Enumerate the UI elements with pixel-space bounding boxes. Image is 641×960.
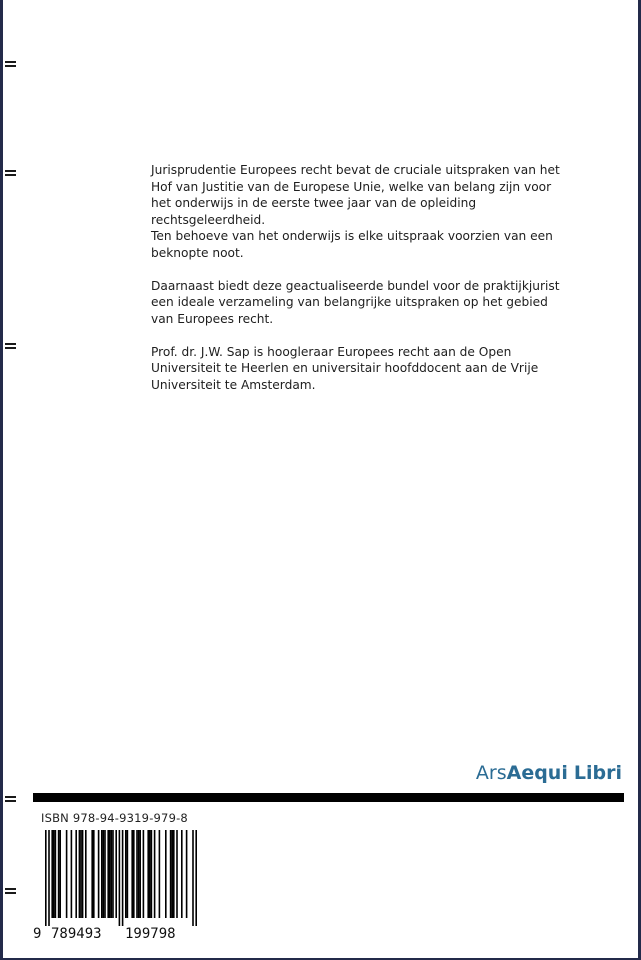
barcode-bar: [91, 830, 93, 918]
barcode-bar: [176, 830, 178, 918]
barcode-bar: [109, 830, 111, 918]
divider-bar: [33, 793, 624, 802]
barcode-digits-right: 199798: [125, 926, 176, 942]
blurb-line: Universiteit te Amsterdam.: [151, 377, 316, 392]
barcode-bar: [115, 830, 117, 918]
barcode-bar: [71, 830, 73, 918]
barcode-bar: [149, 830, 151, 918]
barcode-bar: [55, 830, 57, 918]
barcode-bar: [143, 830, 145, 918]
blurb-paragraph-2: [151, 278, 601, 328]
barcode-bar: [138, 830, 140, 918]
barcode-bar: [127, 830, 129, 918]
barcode-bar: [122, 830, 124, 926]
margin-tick-mark: [5, 170, 16, 176]
barcode-bar: [139, 830, 141, 918]
barcode-bar: [173, 830, 175, 918]
barcode-bar: [131, 830, 133, 918]
barcode-bar: [48, 830, 50, 926]
barcode-bar: [101, 830, 103, 918]
barcode-bar: [133, 830, 135, 918]
barcode-bar: [111, 830, 113, 918]
barcode-bar: [136, 830, 138, 918]
barcode-bar: [119, 830, 121, 926]
barcode-bar: [165, 830, 167, 918]
margin-tick-mark: [5, 796, 16, 802]
barcode-bar: [59, 830, 61, 918]
blurb-text: [151, 162, 601, 410]
barcode-bar: [79, 830, 81, 918]
barcode-bar: [103, 830, 105, 918]
margin-tick-mark: [5, 61, 16, 67]
barcode-bar: [104, 830, 106, 918]
margin-tick-mark: [5, 888, 16, 894]
barcode-bar: [85, 830, 87, 918]
barcode-bar: [53, 830, 55, 918]
barcode-bar: [51, 830, 53, 918]
barcode-bar: [125, 830, 127, 918]
blurb-line: het onderwijs in de eerste twee jaar van de opleiding: [151, 196, 477, 210]
barcode-bar: [159, 830, 161, 918]
barcode-bar: [58, 830, 60, 918]
blurb-line: Jurisprudentie Europees recht bevat de cruciale uitspraken van het: [151, 163, 560, 177]
blurb-line: rechtsgeleerdheid.: [151, 212, 266, 227]
barcode-bar: [112, 830, 114, 918]
isbn-label: ISBN 978-94-9319-979-8: [41, 811, 188, 825]
blurb-line: Universiteit te Heerlen en universitair hoofddocent aan de Vrije: [151, 361, 539, 375]
barcode-digit-prefix: 9: [33, 926, 42, 942]
blurb-line: van Europees recht.: [151, 311, 274, 326]
blurb-paragraph-1: [151, 162, 601, 261]
blurb-line: Daarnaast biedt deze geactualiseerde bundel voor de praktijkjurist: [151, 278, 560, 293]
barcode-icon: [41, 830, 201, 928]
blurb-line: Prof. dr. J.W. Sap is hoogleraar Europees recht aan de Open: [151, 344, 512, 359]
barcode-bar: [82, 830, 84, 918]
barcode-bar: [147, 830, 149, 918]
barcode-bar: [45, 830, 47, 926]
barcode-digits-left: 789493: [51, 926, 102, 942]
barcode-bar: [186, 830, 188, 918]
publisher-logo-aequi: Aequi: [506, 762, 568, 784]
barcode-bar: [107, 830, 109, 918]
blurb-line: Ten behoeve van het onderwijs is elke uitspraak voorzien van een: [151, 229, 553, 243]
publisher-logo-libri: Libri: [573, 762, 622, 784]
barcode-bar: [151, 830, 153, 918]
margin-tick-mark: [5, 343, 16, 349]
barcode-bar: [195, 830, 197, 926]
barcode-bar: [170, 830, 172, 918]
barcode-bar: [98, 830, 100, 918]
blurb-line: beknopte noot.: [151, 245, 244, 260]
blurb-line: een ideale verzameling van belangrijke uitspraken op het gebied: [151, 295, 548, 309]
barcode-bar: [80, 830, 82, 918]
barcode-bar: [66, 830, 68, 918]
author-bio: [151, 344, 601, 394]
blurb-line: Hof van Justitie van de Europese Unie, welke van belang zijn voor: [151, 179, 552, 194]
barcode-bar: [154, 830, 156, 918]
barcode-bar: [192, 830, 194, 926]
publisher-logo: [476, 762, 622, 784]
publisher-logo-ars: Ars: [475, 762, 507, 784]
barcode-bar: [93, 830, 95, 918]
barcode-bar: [181, 830, 183, 918]
barcode-bar: [171, 830, 173, 918]
barcode-bar: [75, 830, 77, 918]
